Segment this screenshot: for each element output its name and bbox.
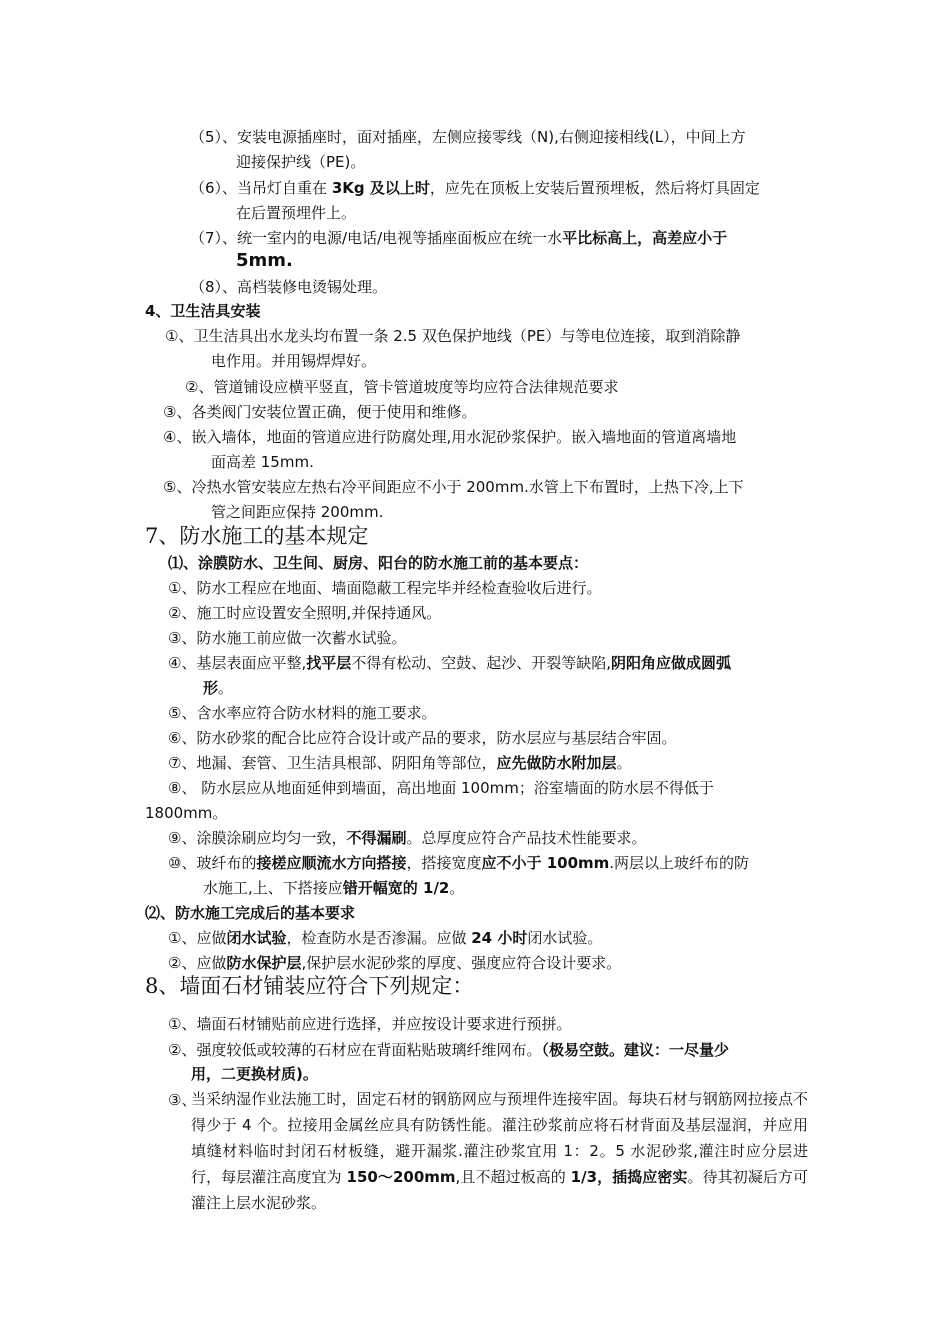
post-1 bbox=[168, 928, 602, 948]
text: 。待其初凝后方可灌注上层水泥砂浆。 bbox=[191, 1168, 808, 1212]
item-7-line1 bbox=[190, 228, 727, 248]
bold-text: 闭水试验 bbox=[226, 929, 287, 947]
text: 。 bbox=[449, 879, 465, 897]
text: 。 bbox=[218, 679, 234, 697]
waterproof-1: ①、防水工程应在地面、墙面隐蔽工程完毕并经检查验收后进行。 bbox=[168, 579, 602, 597]
section-4-heading: 4、卫生洁具安装 bbox=[145, 302, 261, 320]
bold-text: 防水保护层 bbox=[226, 954, 302, 972]
item-8: （8）、高档装修电烫锡处理。 bbox=[190, 278, 388, 296]
text: .两层以上玻纤布的防 bbox=[609, 854, 750, 872]
waterproof-4-line2 bbox=[203, 678, 233, 698]
bold-text: 接槎应顺流水方向搭接 bbox=[256, 854, 407, 872]
text: 当采纳湿作业法施工时，固定石材的钢筋网应与预埋件连接牢固。每块石材与钢筋网拉接点不得少于 4 个。拉接用金属丝应具有防锈性能。灌注砂浆前应将石材背面及基层湿润，并应用填缝材料临时封闭石材板缝，避开漏浆.灌注砂浆宜用 1：2。5 水泥砂浆,灌注时应分层进行，每层灌注高度宜为 bbox=[191, 1090, 808, 1186]
waterproof-5: ⑤、含水率应符合防水材料的施工要求。 bbox=[168, 704, 437, 722]
waterproof-9 bbox=[168, 828, 646, 848]
text: 不得有松动、空鼓、起沙、开裂等缺陷, bbox=[351, 654, 612, 672]
text: （6）、当吊灯自重在 bbox=[190, 179, 332, 197]
sanitary-1-line1: ①、卫生洁具出水龙头均布置一条 2.5 双色保护地线（PE）与等电位连接，取到消除静 bbox=[165, 327, 741, 345]
waterproof-4-line1 bbox=[168, 653, 731, 673]
section-7-heading: 7、防水施工的基本规定 bbox=[145, 524, 369, 548]
text: ,且不超过板高的 bbox=[455, 1168, 571, 1186]
sanitary-3: ③、各类阀门安装位置正确，便于使用和维修。 bbox=[163, 403, 477, 421]
item-7-line2: 5mm. bbox=[236, 250, 293, 271]
sanitary-1-line2: 电作用。并用锡焊焊好。 bbox=[211, 352, 377, 370]
bold-text: 错开幅宽的 1/2 bbox=[342, 879, 450, 897]
waterproof-pre-title: ⑴、涂膜防水、卫生间、厨房、阳台的防水施工前的基本要点： bbox=[168, 554, 589, 572]
waterproof-3: ③、防水施工前应做一次蓄水试验。 bbox=[168, 629, 407, 647]
bold-text: 应先做防水附加层 bbox=[496, 754, 617, 772]
stone-2-line2: 用，二更换材质)。 bbox=[191, 1065, 318, 1083]
item-5-line1: （5）、安装电源插座时，面对插座，左侧应接零线（N),右侧迎接相线(L），中间上方 bbox=[190, 128, 746, 146]
text: ，检查防水是否渗漏。应做 bbox=[286, 929, 472, 947]
text: 闭水试验。 bbox=[527, 929, 603, 947]
post-2 bbox=[168, 953, 621, 973]
section-8-heading: 8、墙面石材铺装应符合下列规定： bbox=[145, 974, 474, 998]
text: ①、应做 bbox=[168, 929, 227, 947]
waterproof-10-line2 bbox=[203, 878, 464, 898]
waterproof-8-line2: 1800mm。 bbox=[145, 804, 228, 822]
text: ⑦、地漏、套管、卫生洁具根部、阴阳角等部位， bbox=[168, 754, 497, 772]
item-6-line1 bbox=[190, 178, 760, 198]
waterproof-8-line1: ⑧、 防水层应从地面延伸到墙面，高出地面 100mm；浴室墙面的防水层不得低于 bbox=[168, 779, 714, 797]
text: ⑩、玻纤布的 bbox=[168, 854, 257, 872]
sanitary-2: ②、管道铺设应横平竖直，管卡管道坡度等均应符合法律规范要求 bbox=[185, 378, 619, 396]
sanitary-5-line1: ⑤、冷热水管安装应左热右冷平间距应不小于 200mm.水管上下布置时，上热下冷,上下 bbox=[163, 478, 744, 496]
text: ，应先在顶板上安装后置预埋板，然后将灯具固定 bbox=[429, 179, 760, 197]
bold-text: 24 小时 bbox=[471, 929, 528, 947]
bold-text: 1/3，插捣应密实 bbox=[570, 1168, 688, 1186]
text: 。总厚度应符合产品技术性能要求。 bbox=[406, 829, 647, 847]
bold-text: 形 bbox=[203, 679, 219, 697]
text: ⑨、涂膜涂刷应均匀一致， bbox=[168, 829, 347, 847]
text: ④、基层表面应平整, bbox=[168, 654, 307, 672]
waterproof-6: ⑥、防水砂浆的配合比应符合设计或产品的要求，防水层应与基层结合牢固。 bbox=[168, 729, 677, 747]
sanitary-4-line2: 面高差 15mm. bbox=[211, 453, 314, 471]
text: 。 bbox=[616, 754, 632, 772]
bold-text: 找平层 bbox=[306, 654, 352, 672]
text: ,保护层水泥砂浆的厚度、强度应符合设计要求。 bbox=[301, 954, 622, 972]
item-6-line2: 在后置预埋件上。 bbox=[236, 204, 357, 222]
waterproof-post-title: ⑵、防水施工完成后的基本要求 bbox=[145, 904, 356, 922]
waterproof-10-line1 bbox=[168, 853, 749, 873]
bold-text: 3Kg 及以上时 bbox=[331, 179, 430, 197]
bold-text: （极易空鼓。建议：一尽量少 bbox=[541, 1041, 729, 1059]
stone-3-marker: ③、 bbox=[168, 1091, 197, 1109]
bold-text: 阴阳角应做成圆弧 bbox=[611, 654, 732, 672]
text: ②、应做 bbox=[168, 954, 227, 972]
text: 水施工,上、下搭接应 bbox=[203, 879, 343, 897]
item-5-line2: 迎接保护线（PE)。 bbox=[236, 153, 366, 171]
bold-text: 不得漏刷 bbox=[346, 829, 407, 847]
sanitary-5-line2: 管之间距应保持 200mm. bbox=[211, 503, 384, 521]
sanitary-4-line1: ④、嵌入墙体，地面的管道应进行防腐处理,用水泥砂浆保护。嵌入墙地面的管道离墙地 bbox=[163, 428, 737, 446]
stone-1: ①、墙面石材铺贴前应进行选择，并应按设计要求进行预拼。 bbox=[168, 1015, 572, 1033]
bold-text: 平比标高上，高差应小于 bbox=[562, 229, 728, 247]
text: （7）、统一室内的电源/电话/电视等插座面板应在统一水 bbox=[190, 229, 563, 247]
text: ，搭接宽度 bbox=[406, 854, 482, 872]
stone-3-paragraph bbox=[191, 1086, 808, 1216]
text: ②、强度较低或较薄的石材应在背面粘贴玻璃纤维网布。 bbox=[168, 1041, 542, 1059]
waterproof-2: ②、施工时应设置安全照明,并保持通风。 bbox=[168, 604, 442, 622]
stone-2-line1 bbox=[168, 1040, 729, 1060]
bold-text: 150～200mm bbox=[346, 1168, 456, 1186]
bold-text: 应不小于 100mm bbox=[481, 854, 610, 872]
waterproof-7 bbox=[168, 753, 631, 773]
